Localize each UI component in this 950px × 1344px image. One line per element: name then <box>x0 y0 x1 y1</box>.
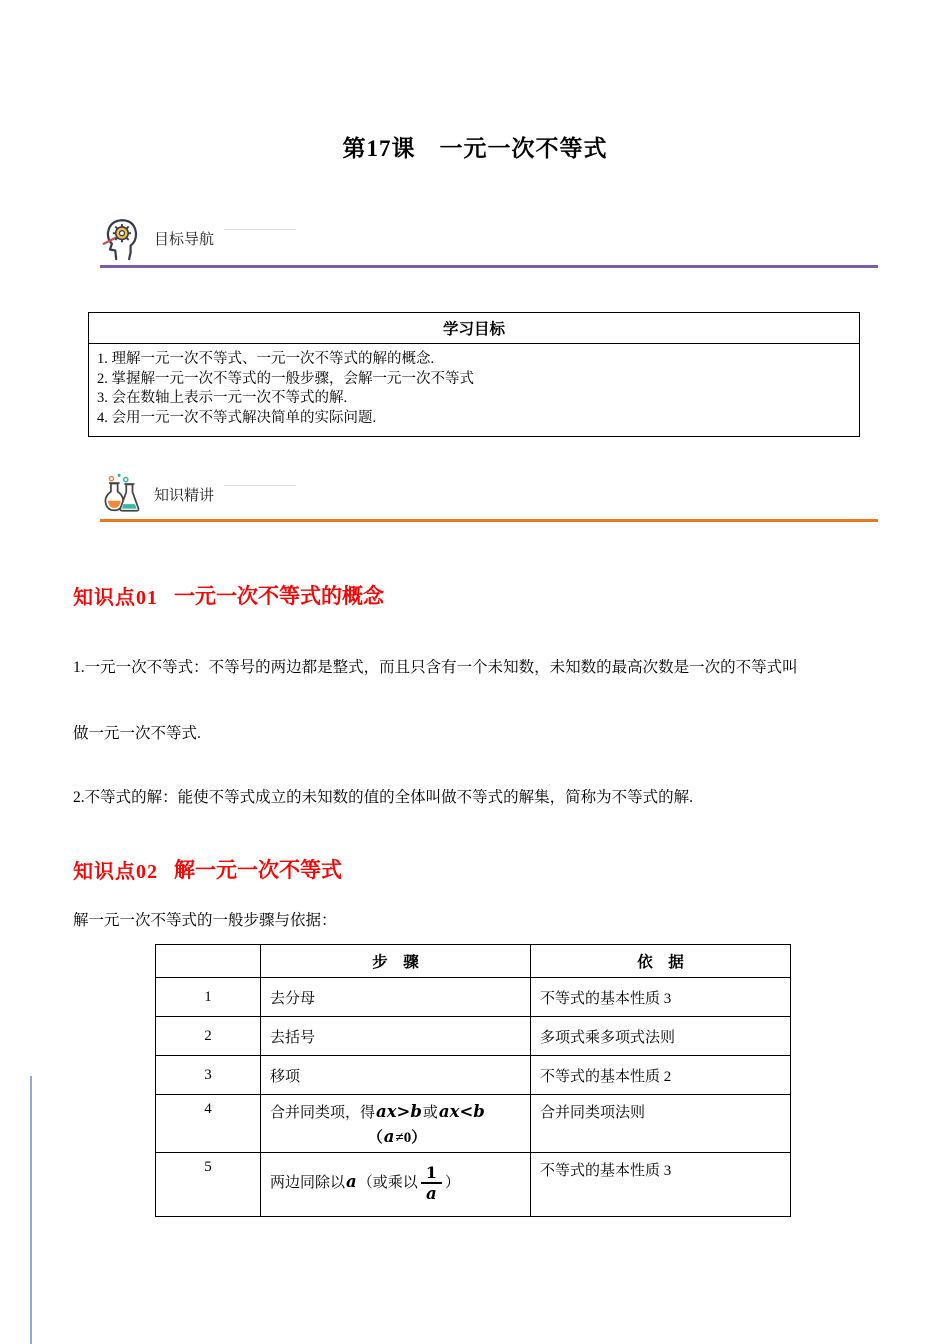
purple-divider <box>100 265 878 268</box>
objectives-header: 学习目标 <box>89 313 860 344</box>
step-text: 去分母 <box>261 978 531 1017</box>
step-number: 1 <box>156 978 261 1017</box>
objectives-header-row <box>89 313 860 344</box>
fraction <box>421 1164 442 1203</box>
orange-divider <box>100 519 878 522</box>
knowledge-point-01-heading <box>73 580 950 610</box>
flasks-icon <box>98 471 144 517</box>
step-basis: 不等式的基本性质 3 <box>531 978 791 1017</box>
fraction-denominator: a <box>425 1184 437 1203</box>
math-variable: a <box>383 1127 395 1146</box>
step-number: 4 <box>156 1095 261 1153</box>
step-text <box>261 1095 531 1153</box>
decorative-line <box>224 485 296 486</box>
step-text: 两边同除以a（或乘以 $\frac{1}{a}$ ） <box>261 1153 531 1217</box>
kp01-paragraph-line1: 1.一元一次不等式：不等号的两边都是整式，而且只含有一个未知数，未知数的最高次数是一次的不等式叫 <box>73 659 798 676</box>
objective-item: 3. 会在数轴上表示一元一次不等式的解. <box>97 390 348 406</box>
step-number: 3 <box>156 1056 261 1095</box>
section-label-goal-nav: 目标导航 <box>154 230 215 248</box>
page-margin-line <box>30 1076 32 1344</box>
section-header-knowledge <box>98 471 950 517</box>
objectives-body-row <box>89 344 860 437</box>
table-row <box>156 1095 791 1153</box>
step-text: 移项 <box>261 1056 531 1095</box>
steps-table <box>155 944 791 1217</box>
step-line-condition: （a≠0） <box>367 1127 427 1146</box>
step-basis: 不等式的基本性质 2 <box>531 1056 791 1095</box>
objectives-body-cell <box>89 344 860 437</box>
math-expression: ax<b <box>438 1102 485 1121</box>
step-number: 2 <box>156 1017 261 1056</box>
objectives-table <box>88 312 860 437</box>
kp01-tag: 知识点01 <box>73 587 158 609</box>
objective-item: 4. 会用一元一次不等式解决简单的实际问题. <box>97 409 377 426</box>
kp01-title: 一元一次不等式的概念 <box>174 585 384 608</box>
math-variable: a <box>346 1171 357 1191</box>
math-expression: ax>b <box>376 1102 422 1121</box>
step-text: 去括号 <box>261 1017 531 1056</box>
section-header-goal-nav <box>98 215 950 261</box>
section-label-knowledge: 知识精讲 <box>154 486 215 504</box>
table-row <box>156 978 791 1017</box>
steps-header-row <box>156 945 791 978</box>
step-basis: 合并同类项法则 <box>531 1095 791 1153</box>
knowledge-point-02-heading <box>73 854 950 884</box>
objective-item: 1. 理解一元一次不等式、一元一次不等式的解的概念. <box>97 351 435 367</box>
table-row <box>156 1017 791 1056</box>
steps-header-basis: 依 据 <box>531 945 791 978</box>
kp01-paragraph-line2: 做一元一次不等式. <box>73 725 201 742</box>
kp02-title: 解一元一次不等式 <box>174 859 342 882</box>
steps-header-step: 步 骤 <box>261 945 531 978</box>
table-row <box>156 1153 791 1217</box>
table-row <box>156 1056 791 1095</box>
page-title: 第17课 一元一次不等式 <box>342 136 608 161</box>
step-basis: 多项式乘多项式法则 <box>531 1017 791 1056</box>
step-number: 5 <box>156 1153 261 1217</box>
kp01-paragraph2: 2.不等式的解：能使不等式成立的未知数的值的全体叫做不等式的解集，简称为不等式的解. <box>73 789 694 806</box>
kp02-tag: 知识点02 <box>73 861 158 883</box>
steps-intro: 解一元一次不等式的一般步骤与依据： <box>73 912 337 929</box>
step-line-main: 合并同类项，得ax>b或ax<b <box>270 1102 485 1121</box>
objective-item: 2. 掌握解一元一次不等式的一般步骤，会解一元一次不等式 <box>97 370 474 387</box>
step-basis: 不等式的基本性质 3 <box>531 1153 791 1217</box>
decorative-line <box>224 229 296 230</box>
steps-header-spacer <box>156 945 261 978</box>
fraction-numerator: 1 <box>421 1164 442 1184</box>
head-with-gear-icon <box>98 215 144 261</box>
